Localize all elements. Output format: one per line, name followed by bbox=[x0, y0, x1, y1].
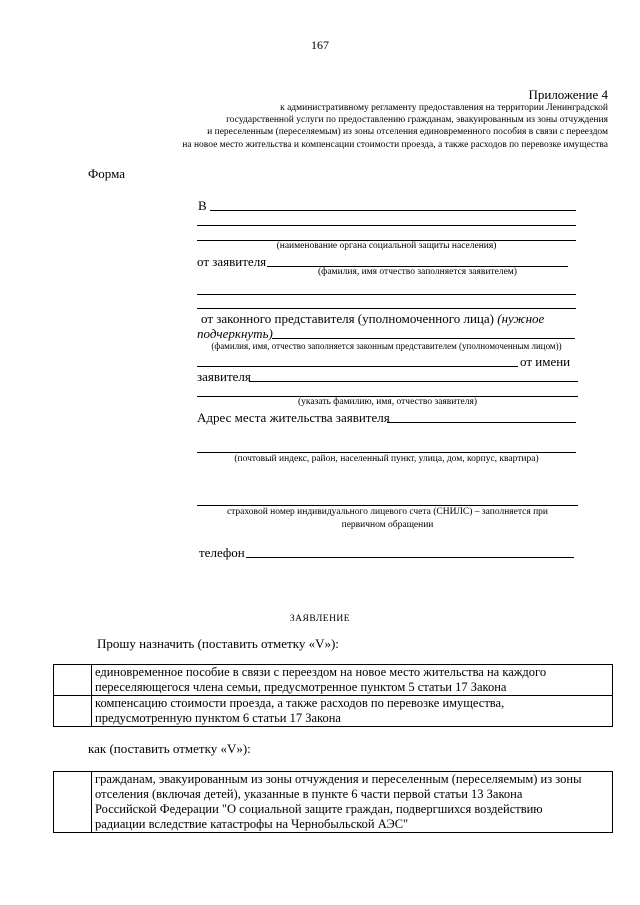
on-behalf-label: от имени bbox=[520, 354, 571, 369]
applicant-fullname-field[interactable] bbox=[249, 381, 578, 382]
appendix-line: и переселенным (переселяемым) из зоны отселения единовременного пособия в связи с переездом bbox=[207, 127, 608, 138]
option-text bbox=[92, 665, 613, 696]
applicant-word: заявителя bbox=[197, 369, 251, 384]
applicant-caption: (фамилия, имя отчество заполняется заявителем) bbox=[318, 267, 517, 277]
phone-label: телефон bbox=[199, 545, 245, 560]
option-line: единовременное пособие в связи с переездом на новое место жительства на каждого bbox=[95, 665, 547, 679]
appendix-line: на новое место жительства и компенсации стоимости проезда, а также расходов по перевозке имущества bbox=[182, 139, 608, 150]
appendix-line: государственной услуги по предоставлению гражданам, эвакуированным из зоны отчуждения bbox=[226, 115, 608, 126]
option-line: переселяющегося члена семьи, предусмотренное пунктом 5 статьи 17 Закона bbox=[95, 680, 507, 694]
form-label: Форма bbox=[88, 166, 125, 181]
as-intro: как (поставить отметку «V»): bbox=[88, 741, 251, 756]
option-row bbox=[54, 665, 613, 696]
recipient-field-line[interactable] bbox=[197, 225, 576, 226]
category-checkbox[interactable] bbox=[54, 772, 92, 833]
option-text bbox=[92, 696, 613, 727]
applicant-extra-line[interactable] bbox=[197, 294, 576, 295]
phone-field[interactable] bbox=[246, 557, 574, 558]
address-label: Адрес места жительства заявителя bbox=[197, 410, 390, 425]
category-row bbox=[54, 772, 613, 833]
appendix-title: Приложение 4 bbox=[528, 87, 608, 102]
snils-caption-2: первичном обращении bbox=[341, 520, 434, 530]
option-row bbox=[54, 696, 613, 727]
from-applicant-label: от заявителя bbox=[197, 254, 267, 269]
address-caption: (почтовый индекс, район, населенный пункт, улица, дом, корпус, квартира) bbox=[234, 454, 539, 464]
statement-title: ЗАЯВЛЕНИЕ bbox=[289, 614, 351, 624]
option-checkbox[interactable] bbox=[54, 665, 92, 696]
category-line: гражданам, эвакуированным из зоны отчуждения и переселенным (переселяемым) из зоны bbox=[95, 772, 582, 786]
representative-label bbox=[201, 311, 544, 327]
snils-caption-1: страховой номер индивидуального лицевого счета (СНИЛС) – заполняется при bbox=[226, 507, 549, 517]
option-line: предусмотренную пунктом 6 статьи 17 Закона bbox=[95, 711, 341, 725]
recipient-field-line[interactable] bbox=[210, 210, 576, 211]
to-prefix: В bbox=[198, 198, 207, 213]
applicant-extra-line[interactable] bbox=[197, 308, 576, 309]
applicant-name-caption: (указать фамилию, имя, отчество заявителя) bbox=[297, 397, 477, 407]
underline-hint-2: подчеркнуть) bbox=[197, 326, 273, 341]
category-text bbox=[92, 772, 613, 833]
snils-field[interactable] bbox=[197, 505, 578, 506]
category-line: отселения (включая детей), указанные в пункте 6 части первой статьи 13 Закона bbox=[95, 787, 523, 801]
category-line: радиации вследствие катастрофы на Чернобыльской АЭС" bbox=[95, 817, 409, 831]
underline-hint: (нужное bbox=[497, 311, 545, 326]
options-table bbox=[53, 664, 613, 727]
page-number: 167 bbox=[311, 38, 329, 52]
category-line: Российской Федерации "О социальной защите граждан, подвергшихся воздействию bbox=[95, 802, 543, 816]
request-intro: Прошу назначить (поставить отметку «V»): bbox=[97, 636, 339, 651]
option-checkbox[interactable] bbox=[54, 696, 92, 727]
representative-extra-line[interactable] bbox=[197, 366, 518, 367]
org-caption: (наименование органа социальной защиты населения) bbox=[276, 241, 497, 251]
appendix-line: к административному регламенту предоставления на территории Ленинградской bbox=[280, 103, 608, 113]
appendix-subtitle bbox=[182, 102, 608, 151]
categories-table bbox=[53, 771, 613, 833]
address-field[interactable] bbox=[387, 422, 576, 423]
representative-name-field[interactable] bbox=[272, 338, 575, 339]
option-line: компенсацию стоимости проезда, а также расходов по перевозке имущества, bbox=[95, 696, 505, 710]
address-field-2[interactable] bbox=[197, 452, 576, 453]
representative-text: от законного представителя (уполномоченного лица) bbox=[201, 311, 494, 326]
representative-caption: (фамилия, имя, отчество заполняется законным представителем (уполномоченным лицом)) bbox=[211, 341, 562, 351]
